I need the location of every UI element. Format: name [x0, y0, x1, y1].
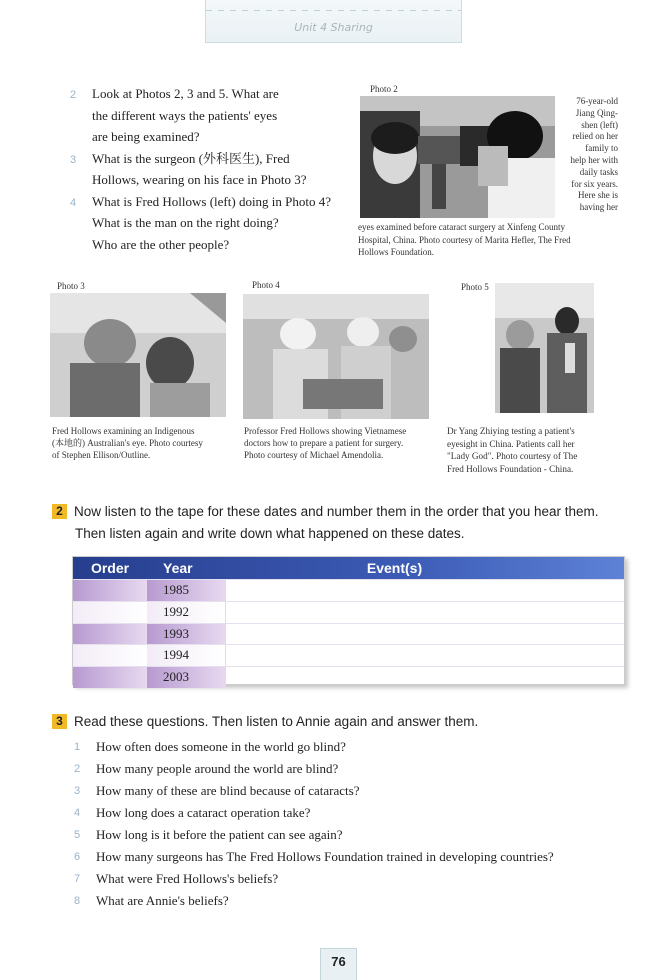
instruction-line: Now listen to the tape for these dates and number them in the order that you hear them.: [74, 504, 599, 519]
order-cell[interactable]: [73, 624, 147, 645]
header-year: Year: [163, 560, 193, 576]
photo2-side-caption: [558, 96, 618, 214]
item-number: 2: [74, 763, 81, 775]
exercise3-questions: [74, 736, 634, 912]
item-text: How long does a cataract operation take?: [96, 805, 311, 820]
caption-line: 76-year-old: [576, 96, 618, 106]
event-cell[interactable]: [225, 645, 624, 666]
list-item: [74, 890, 634, 912]
caption-line: help her with: [570, 154, 618, 165]
caption-line: Fred Hollows Foundation - China.: [447, 463, 574, 474]
item-text: How long is it before the patient can see again?: [96, 827, 343, 842]
year-cell: 1993: [147, 624, 225, 645]
dates-table: [72, 556, 625, 685]
caption-line: shen (left): [581, 119, 618, 130]
item-text: How many of these are blind because of cataracts?: [96, 783, 360, 798]
question-item: [70, 191, 370, 256]
table-header: [73, 557, 624, 579]
exercise2-number: 2: [52, 504, 67, 519]
unit-title: Unit 4 Sharing: [294, 21, 373, 34]
item-number: 1: [74, 741, 81, 753]
list-item: [74, 780, 634, 802]
item-number: 5: [74, 829, 81, 841]
table-row: [73, 579, 624, 601]
unit-header-band: [205, 0, 462, 43]
order-cell[interactable]: [73, 667, 147, 688]
event-cell[interactable]: [225, 624, 624, 645]
event-cell[interactable]: [225, 602, 624, 623]
caption-line: for six years.: [571, 178, 618, 189]
item-text: What were Fred Hollows's beliefs?: [96, 871, 279, 886]
caption-line: Hollows Foundation.: [358, 247, 435, 257]
question-number: 3: [70, 153, 77, 166]
photo4-image: [243, 294, 429, 419]
caption-line: eyesight in China. Patients call her: [447, 438, 575, 449]
exercise3-number: 3: [52, 714, 67, 729]
year-cell: 2003: [147, 667, 225, 688]
item-number: 7: [74, 873, 81, 885]
photo5-caption: [447, 425, 619, 475]
item-number: 8: [74, 895, 81, 907]
caption-line: relied on her: [572, 131, 618, 142]
question-line: What is Fred Hollows (left) doing in Photo 4?: [92, 193, 332, 209]
item-text: How many surgeons has The Fred Hollows Foundation trained in developing countries?: [96, 849, 554, 864]
caption-line: (本地的) Australian's eye. Photo courtesy: [52, 438, 203, 448]
list-item: [74, 824, 634, 846]
caption-line: Jiang Qing-: [575, 107, 618, 118]
caption-line: daily tasks: [579, 166, 618, 177]
caption-line: having her: [579, 202, 618, 213]
caption-line: Photo courtesy of Michael Amendolia.: [244, 450, 384, 460]
item-text: How many people around the world are blind?: [96, 761, 339, 776]
question-number: 4: [70, 196, 77, 209]
year-cell: 1985: [147, 580, 225, 601]
question-line: the different ways the patients' eyes: [92, 107, 278, 123]
table-row: [73, 644, 624, 666]
question-item: [70, 83, 370, 148]
order-cell[interactable]: [73, 602, 147, 623]
exercise3-instructions: [52, 711, 632, 733]
photo3-image: [50, 293, 226, 417]
caption-line: Fred Hollows examining an Indigenous: [52, 426, 195, 436]
question-line: Look at Photos 2, 3 and 5. What are: [92, 86, 279, 101]
photo4-label: Photo 4: [252, 280, 280, 290]
item-text: What are Annie's beliefs?: [96, 893, 229, 908]
caption-line: of Stephen Ellison/Outline.: [52, 450, 151, 460]
caption-line: doctors how to prepare a patient for surgery.: [244, 438, 404, 448]
event-cell[interactable]: [225, 580, 624, 601]
photo5-image: [495, 283, 594, 413]
instruction-line: Read these questions. Then listen to Annie again and answer them.: [74, 714, 479, 729]
question-line: What is the surgeon (外科医生), Fred: [92, 150, 290, 166]
caption-line: eyes examined before cataract surgery at Xinfeng County: [358, 222, 565, 232]
photo-questions: [70, 83, 370, 255]
caption-line: "Lady God". Photo courtesy of The: [447, 451, 578, 462]
caption-line: Dr Yang Zhiying testing a patient's: [447, 426, 575, 436]
list-item: [74, 802, 634, 824]
list-item: [74, 758, 634, 780]
order-cell[interactable]: [73, 580, 147, 601]
exercise2-instructions: [52, 501, 632, 545]
year-cell: 1994: [147, 645, 225, 666]
caption-line: family to: [585, 143, 618, 154]
question-line: Who are the other people?: [92, 236, 230, 252]
question-number: 2: [70, 89, 77, 101]
caption-line: Here she is: [578, 190, 618, 201]
header-events: Event(s): [366, 560, 423, 576]
event-cell[interactable]: [225, 667, 624, 688]
item-number: 6: [74, 851, 81, 863]
table-row: [73, 601, 624, 623]
order-cell[interactable]: [73, 645, 147, 666]
photo2-bottom-caption: [358, 221, 620, 259]
page-number: 76: [320, 948, 357, 980]
list-item: [74, 846, 634, 868]
question-line: are being examined?: [92, 129, 200, 144]
photo3-caption: [52, 425, 232, 461]
header-order: Order: [90, 560, 130, 576]
photo5-label: Photo 5: [461, 282, 489, 292]
list-item: [74, 736, 634, 758]
caption-line: Hospital, China. Photo courtesy of Marita Hefler, The Fred: [358, 234, 571, 245]
question-line: Hollows, wearing on his face in Photo 3?: [92, 172, 307, 187]
table-row: [73, 623, 624, 645]
photo2-eye-exam-image: [360, 96, 555, 218]
item-text: How often does someone in the world go blind?: [96, 739, 346, 754]
photo2-label: Photo 2: [370, 84, 398, 94]
table-row: [73, 666, 624, 688]
photo3-label: Photo 3: [57, 281, 85, 291]
year-cell: 1992: [147, 602, 225, 623]
list-item: [74, 868, 634, 890]
photo4-caption: [244, 425, 444, 461]
item-number: 3: [74, 785, 81, 797]
instruction-line: Then listen again and write down what happened on these dates.: [75, 526, 465, 541]
caption-line: Professor Fred Hollows showing Vietnamese: [244, 426, 407, 436]
question-line: What is the man on the right doing?: [92, 215, 279, 230]
item-number: 4: [74, 807, 81, 819]
question-item: [70, 148, 370, 191]
